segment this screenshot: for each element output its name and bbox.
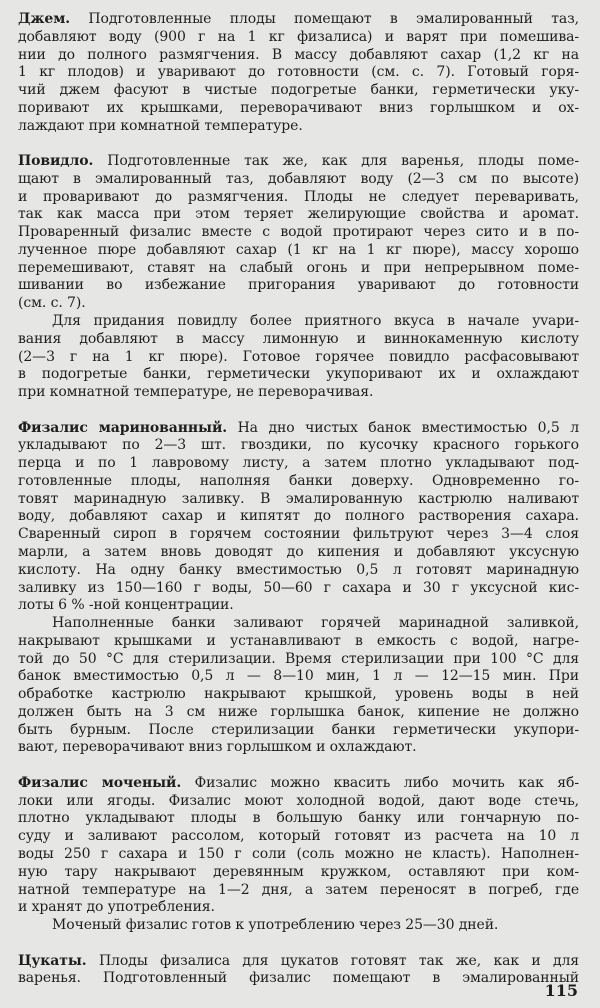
text-line xyxy=(18,384,579,402)
line-text: (см. с. 7). xyxy=(18,295,86,312)
line-text: Подготовленные плоды помещают в эмалированный таз, xyxy=(88,11,579,27)
section-spacer xyxy=(18,935,579,953)
text-line xyxy=(18,775,579,793)
recipe-section xyxy=(18,153,579,402)
line-text: ную тару накрывают деревянным кружком, оставляют при ком- xyxy=(18,863,579,880)
line-text: перемешивают, ставят на слабый огонь и при непрерывном поме- xyxy=(18,259,579,276)
section-spacer xyxy=(18,757,579,775)
text-line xyxy=(18,118,579,136)
line-text: щают в эмалированный таз, добавляют воду (2—3 см по высоте) xyxy=(18,170,579,187)
line-text: и хранят до употребления. xyxy=(18,899,215,916)
line-text: воды 250 г сахара и 150 г соли (соль можно не класть). Наполнен- xyxy=(18,845,579,862)
line-text: при комнатной температуре, не переворачивая. xyxy=(18,384,374,401)
text-line xyxy=(18,739,579,757)
line-text: Проваренный физалис вместе с водой протирают через сито и в по- xyxy=(18,224,579,241)
line-text: заливку из 150—160 г воды, 50—60 г сахара и 30 г уксусной кис- xyxy=(18,579,579,596)
line-text: в подогретые банки, герметически укупоривают их и охлаждают xyxy=(18,366,579,383)
text-line xyxy=(18,437,579,455)
line-text: лаждают при комнатной температуре. xyxy=(18,117,303,134)
text-line xyxy=(18,153,579,171)
text-line xyxy=(18,189,579,207)
line-text: обработке кастрюлю накрывают крышкой, уровень воды в ней xyxy=(18,686,579,703)
line-text: Физалис можно квасить либо мочить как яб- xyxy=(194,774,579,791)
line-text: так как масса при этом теряет желирующие свойства и аромат. xyxy=(18,206,579,223)
text-line xyxy=(18,810,579,828)
line-text: локи или ягоды. Физалис моют холодной водой, дают воде стечь, xyxy=(18,792,579,809)
text-line xyxy=(18,633,579,651)
line-text: укладывают по 2—3 шт. гвоздики, по кусочку красного горького xyxy=(18,437,579,454)
line-text: Плоды физалиса для цукатов готовят так же, как и для xyxy=(98,952,579,969)
text-line xyxy=(18,562,579,580)
line-text: шивании во избежание пригорания уваривают до готовности xyxy=(18,277,579,294)
line-text: лоты 6 % -ной концентрации. xyxy=(18,597,234,614)
text-line xyxy=(18,544,579,562)
line-text: чий джем фасуют в чистые подогретые банки, герметически уку- xyxy=(18,82,579,99)
text-line xyxy=(18,970,579,988)
line-text: нии до полного размягчения. В массу добавляют сахар (1,2 кг на xyxy=(18,46,579,63)
line-text: На дно чистых банок вместимостью 0,5 л xyxy=(237,419,579,436)
line-text: (2—3 г на 1 кг пюре). Готовое горячее повидло расфасовывают xyxy=(18,348,579,365)
line-text: варенья. Подготовленный физалис помещают в эмалированный xyxy=(18,970,579,987)
recipe-section xyxy=(18,420,579,758)
text-line xyxy=(18,526,579,544)
text-line xyxy=(18,722,579,740)
section-title: Джем. xyxy=(18,11,71,27)
text-line xyxy=(18,686,579,704)
text-line xyxy=(18,615,579,633)
text-line xyxy=(18,206,579,224)
text-line xyxy=(18,508,579,526)
text-line xyxy=(18,171,579,189)
line-text: перца и по 1 лавровому листу, а затем плотно укладывают под- xyxy=(18,455,579,472)
section-title: Повидло. xyxy=(18,153,94,170)
line-text: Сваренный сироп в горячем состоянии фильтруют через 3—4 слоя xyxy=(18,526,579,543)
line-text: суду и заливают рассолом, который готовят из расчета на 10 л xyxy=(18,828,579,845)
text-line xyxy=(18,580,579,598)
section-spacer xyxy=(18,135,579,153)
text-line xyxy=(18,793,579,811)
text-line xyxy=(18,64,579,82)
line-text: накрывают крышками и устанавливают в емкость с водой, нагре- xyxy=(18,632,579,649)
text-line xyxy=(18,455,579,473)
text-line xyxy=(18,100,579,118)
line-text: лученное пюре добавляют сахар (1 кг на 1 кг пюре), массу хорошо xyxy=(18,241,579,258)
line-text: добавляют воду (900 г на 1 кг физалиса) и варят при помешива- xyxy=(18,28,579,45)
line-text: Моченый физалис готов к употреблению через 25—30 дней. xyxy=(52,917,499,934)
line-text: товят маринадную заливку. В эмалированную кастрюлю наливают xyxy=(18,490,579,507)
line-text: поривают их крышками, переворачивают вниз горлышком и ох- xyxy=(18,99,579,116)
text-line xyxy=(18,366,579,384)
text-line xyxy=(18,651,579,669)
text-line xyxy=(18,953,579,971)
section-spacer xyxy=(18,402,579,420)
line-text: марли, а затем вновь доводят до кипения и добавляют уксусную xyxy=(18,543,579,560)
text-line xyxy=(18,82,579,100)
text-line xyxy=(18,47,579,65)
text-line xyxy=(18,882,579,900)
text-line xyxy=(18,242,579,260)
text-line xyxy=(18,704,579,722)
text-line xyxy=(18,420,579,438)
page-text xyxy=(18,11,579,988)
line-text: кислоту. На одну банку вместимостью 0,5 л готовят маринадную xyxy=(18,561,579,578)
line-text: и проваривают до размягчения. Плоды не следует переваривать, xyxy=(18,188,579,205)
line-text: должен быть на 3 см ниже горлышка банок, кипение не должно xyxy=(18,703,579,720)
recipe-section xyxy=(18,775,579,935)
text-line xyxy=(18,846,579,864)
text-line xyxy=(18,899,579,917)
text-line xyxy=(18,260,579,278)
line-text: 1 кг плодов) и уваривают до готовности (см. с. 7). Готовый горя- xyxy=(18,64,579,81)
line-text: Наполненные банки заливают горячей маринадной заливкой, xyxy=(52,615,579,632)
section-title: Цукаты. xyxy=(18,952,87,969)
text-line xyxy=(18,313,579,331)
text-line xyxy=(18,864,579,882)
text-line xyxy=(18,277,579,295)
line-text: вают, переворачивают вниз горлышком и охлаждают. xyxy=(18,739,417,756)
line-text: готовленные плоды, наполняя банки доверху. Одновременно го- xyxy=(18,472,579,489)
text-line xyxy=(18,224,579,242)
line-text: плотно укладывают плоды в большую банку или гончарную по- xyxy=(18,810,579,827)
line-text: банок вместимостью 0,5 л — 8—10 мин, 1 л — 12—15 мин. При xyxy=(18,668,579,685)
text-line xyxy=(18,349,579,367)
line-text: той до 50 °С для стерилизации. Время стерилизации при 100 °С для xyxy=(18,650,579,667)
line-text: воду, добавляют сахар и кипятят до полного растворения сахара. xyxy=(18,508,579,525)
line-text: быть бурным. После стерилизации банки герметически укупори- xyxy=(18,721,579,738)
section-title: Физалис моченый. xyxy=(18,774,182,791)
text-line xyxy=(18,917,579,935)
text-line xyxy=(18,473,579,491)
line-text: Подготовленные так же, как для варенья, плоды поме- xyxy=(107,153,579,170)
text-line xyxy=(18,597,579,615)
recipe-section xyxy=(18,11,579,135)
text-line xyxy=(18,828,579,846)
recipe-section xyxy=(18,953,579,989)
page-number: 115 xyxy=(544,981,578,1000)
section-title: Физалис маринованный. xyxy=(18,419,228,436)
text-line xyxy=(18,295,579,313)
line-text: натной температуре на 1—2 дня, а затем переносят в погреб, где xyxy=(18,881,579,898)
text-line xyxy=(18,491,579,509)
text-line xyxy=(18,29,579,47)
text-line xyxy=(18,331,579,349)
line-text: Для придания повидлу более приятного вкуса в начале уvари- xyxy=(52,313,579,330)
text-line xyxy=(18,11,579,29)
line-text: вания добавляют в массу лимонную и виннокаменную кислоту xyxy=(18,330,579,347)
text-line xyxy=(18,668,579,686)
